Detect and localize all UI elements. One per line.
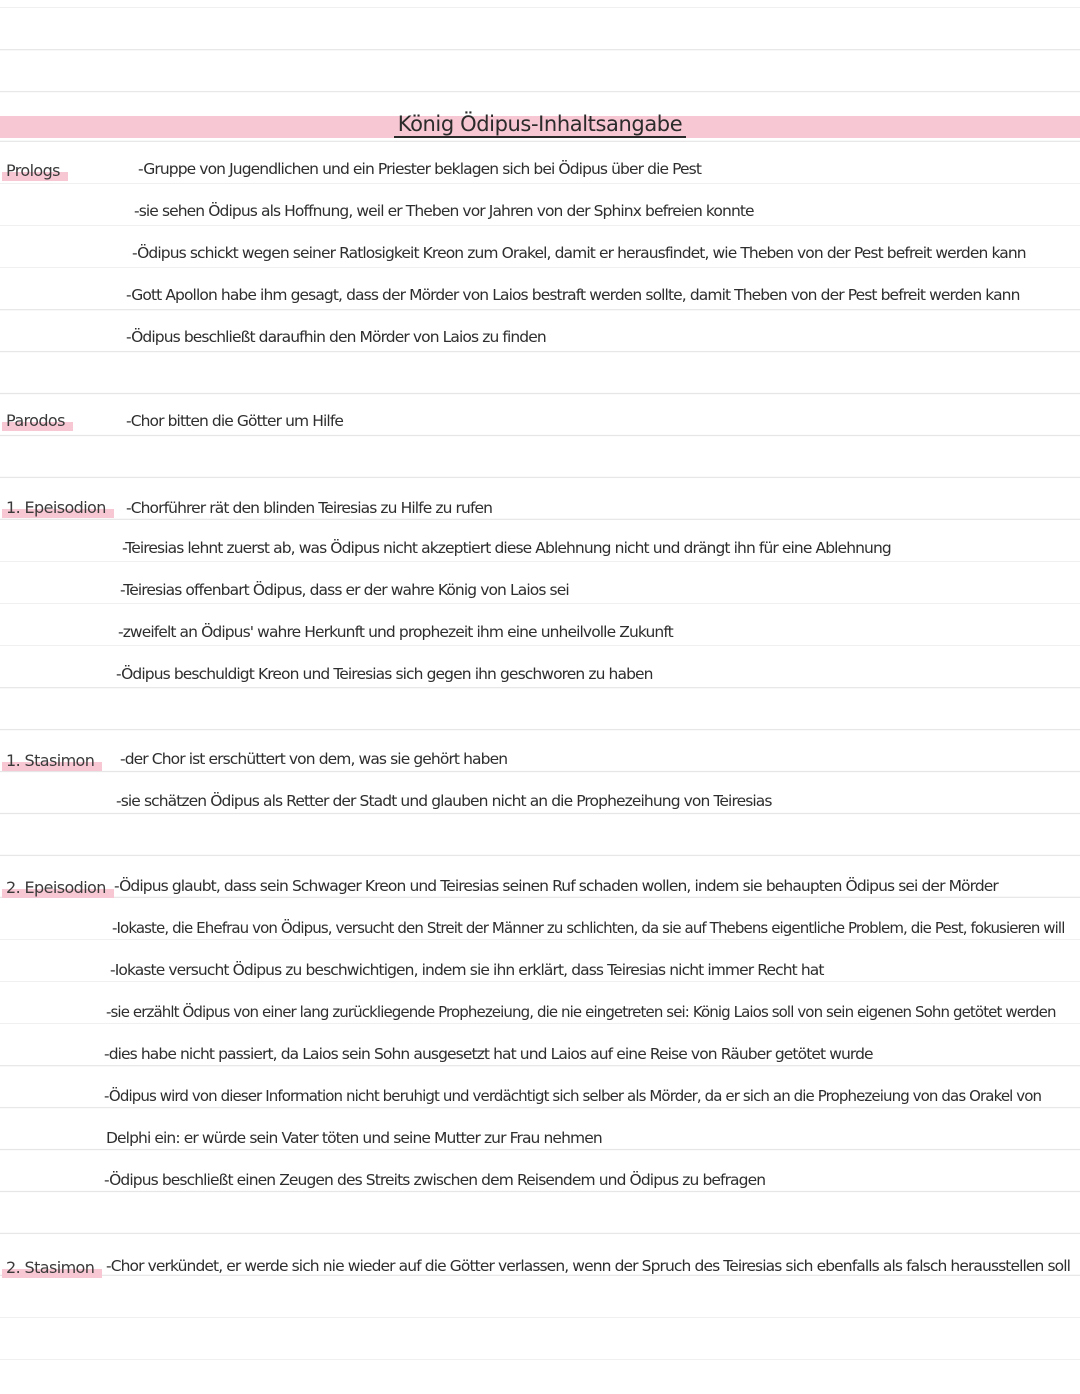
list-item: -Gott Apollon habe ihm gesagt, dass der Mörder von Laios bestraft werden sollte, damit Theben von der Pest befreit werden kann	[126, 286, 1020, 304]
list-item: -Teiresias lehnt zuerst ab, was Ödipus nicht akzeptiert diese Ablehnung nicht und drängt ihn für eine Ablehnung	[122, 539, 891, 557]
list-item: -Gruppe von Jugendlichen und ein Priester beklagen sich bei Ödipus über die Pest	[138, 160, 702, 178]
list-item: -sie schätzen Ödipus als Retter der Stadt und glauben nicht an die Prophezeihung von Teiresias	[116, 792, 772, 810]
list-item: -Chorführer rät den blinden Teiresias zu Hilfe zu rufen	[126, 499, 493, 517]
list-item: -Ödipus beschuldigt Kreon und Teiresias sich gegen ihn geschworen zu haben	[116, 665, 653, 683]
list-item: -Ödipus glaubt, dass sein Schwager Kreon und Teiresias seinen Ruf schaden wollen, indem sie behaupten Ödipus sei der Mörder	[114, 877, 998, 895]
list-item: -sie sehen Ödipus als Hoffnung, weil er Theben vor Jahren von der Sphinx befreien konnte	[134, 202, 754, 220]
list-item: -Chor verkündet, er werde sich nie wieder auf die Götter verlassen, wenn der Spruch des Teiresias sich ebenfalls als falsch herausstellen soll	[106, 1257, 1071, 1275]
section-label: Prologs	[2, 160, 68, 182]
list-item: -Ödipus wird von dieser Information nicht beruhigt und verdächtigt sich selber als Mörder, da er sich an die Prophezeiung von das Orakel von	[104, 1087, 1042, 1105]
section-label: Parodos	[2, 410, 73, 432]
list-item: -Ödipus schickt wegen seiner Ratlosigkeit Kreon zum Orakel, damit er herausfindet, wie Theben von der Pest befreit werden kann	[132, 244, 1026, 262]
list-item: -Chor bitten die Götter um Hilfe	[126, 412, 344, 430]
list-item: -zweifelt an Ödipus' wahre Herkunft und prophezeit ihm eine unheilvolle Zukunft	[118, 623, 673, 641]
list-item: -dies habe nicht passiert, da Laios sein Sohn ausgesetzt hat und Laios auf eine Reise von Räuber getötet wurde	[104, 1045, 873, 1063]
list-item: -Iokaste versucht Ödipus zu beschwichtigen, indem sie ihn erklärt, dass Teiresias nicht immer Recht hat	[110, 961, 824, 979]
section-label: 1. Epeisodion	[2, 497, 114, 519]
section-label: 1. Stasimon	[2, 750, 102, 772]
section-label: 2. Epeisodion	[2, 877, 114, 899]
list-item: -Ödipus beschließt einen Zeugen des Streits zwischen dem Reisendem und Ödipus zu befragen	[104, 1171, 766, 1189]
list-item: Delphi ein: er würde sein Vater töten und seine Mutter zur Frau nehmen	[106, 1129, 602, 1147]
page-title-text: König Ödipus-Inhaltsangabe	[394, 112, 687, 138]
page-title	[0, 112, 1080, 136]
list-item: -sie erzählt Ödipus von einer lang zurückliegende Prophezeiung, die nie eingetreten sei: König Laios soll von sein eigenen Sohn getötet werden	[106, 1003, 1056, 1021]
list-item: -Ödipus beschließt daraufhin den Mörder von Laios zu finden	[126, 328, 546, 346]
list-item: -Teiresias offenbart Ödipus, dass er der wahre König von Laios sei	[120, 581, 569, 599]
section-label: 2. Stasimon	[2, 1257, 102, 1279]
list-item: -der Chor ist erschüttert von dem, was sie gehört haben	[120, 750, 508, 768]
list-item: -Iokaste, die Ehefrau von Ödipus, versucht den Streit der Männer zu schlichten, da sie auf Thebens eigentliche Problem, die Pest, fokusieren will	[112, 919, 1065, 937]
